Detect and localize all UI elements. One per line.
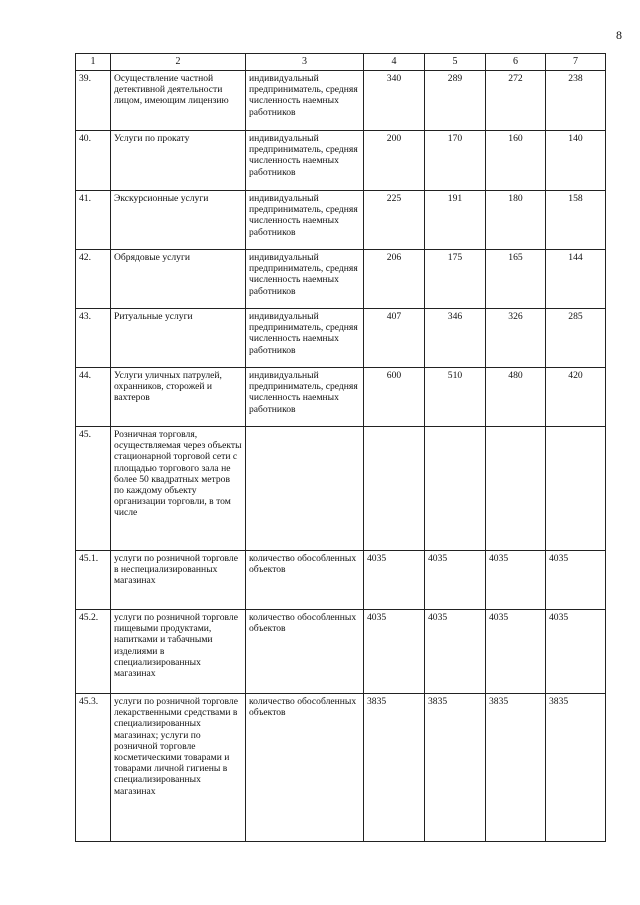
value-col-6 (486, 427, 546, 551)
value-col-7: 420 (546, 368, 606, 427)
service-name: Ритуальные услуги (111, 309, 246, 368)
value-col-5: 3835 (425, 694, 486, 842)
value-col-7: 140 (546, 131, 606, 191)
physical-indicator: индивидуальный предприниматель, средняя численность наемных работников (246, 191, 364, 250)
table-row (76, 71, 606, 131)
value-col-5 (425, 427, 486, 551)
physical-indicator: количество обособленных объектов (246, 551, 364, 610)
value-col-7: 3835 (546, 694, 606, 842)
value-col-7: 158 (546, 191, 606, 250)
value-col-6: 272 (486, 71, 546, 131)
value-col-4 (364, 427, 425, 551)
table-row (76, 610, 606, 694)
service-name: Экскурсионные услуги (111, 191, 246, 250)
col-header-6: 6 (486, 54, 546, 71)
service-name: услуги по розничной торговле пищевыми продуктами, напитками и табачными изделиями в специализированных магазинах (111, 610, 246, 694)
row-number: 42. (76, 250, 111, 309)
col-header-4: 4 (364, 54, 425, 71)
service-name: Розничная торговля, осуществляемая через объекты стационарной торговой сети с площадью торгового зала не более 50 квадратных метров по каждому объекту организации торговли, в том числе (111, 427, 246, 551)
value-col-6: 160 (486, 131, 546, 191)
value-col-6: 480 (486, 368, 546, 427)
service-name: Осуществление частной детективной деятельности лицом, имеющим лицензию (111, 71, 246, 131)
table-row (76, 551, 606, 610)
physical-indicator: количество обособленных объектов (246, 610, 364, 694)
page-number: 8 (616, 28, 622, 42)
table-row (76, 131, 606, 191)
service-name: Обрядовые услуги (111, 250, 246, 309)
col-header-7: 7 (546, 54, 606, 71)
row-number: 45.1. (76, 551, 111, 610)
value-col-6: 180 (486, 191, 546, 250)
value-col-5: 289 (425, 71, 486, 131)
service-name: услуги по розничной торговле лекарственными средствами в специализированных магазинах; услуги по розничной торговле косметическими товарами и товарами личной гигиены в специализированных магазинах (111, 694, 246, 842)
table-row (76, 191, 606, 250)
value-col-5: 346 (425, 309, 486, 368)
row-number: 40. (76, 131, 111, 191)
value-col-4: 600 (364, 368, 425, 427)
row-number: 41. (76, 191, 111, 250)
value-col-7 (546, 427, 606, 551)
tariff-table (75, 53, 606, 842)
table-row (76, 427, 606, 551)
value-col-4: 340 (364, 71, 425, 131)
value-col-4: 4035 (364, 610, 425, 694)
value-col-7: 144 (546, 250, 606, 309)
physical-indicator: индивидуальный предприниматель, средняя численность наемных работников (246, 131, 364, 191)
value-col-5: 510 (425, 368, 486, 427)
col-header-3: 3 (246, 54, 364, 71)
value-col-6: 165 (486, 250, 546, 309)
value-col-5: 191 (425, 191, 486, 250)
value-col-5: 175 (425, 250, 486, 309)
row-number: 43. (76, 309, 111, 368)
service-name: Услуги уличных патрулей, охранников, сторожей и вахтеров (111, 368, 246, 427)
value-col-7: 285 (546, 309, 606, 368)
value-col-4: 4035 (364, 551, 425, 610)
physical-indicator: индивидуальный предприниматель, средняя численность наемных работников (246, 368, 364, 427)
value-col-4: 200 (364, 131, 425, 191)
value-col-7: 4035 (546, 610, 606, 694)
physical-indicator: индивидуальный предприниматель, средняя численность наемных работников (246, 71, 364, 131)
row-number: 39. (76, 71, 111, 131)
physical-indicator: индивидуальный предприниматель, средняя численность наемных работников (246, 309, 364, 368)
value-col-4: 3835 (364, 694, 425, 842)
col-header-5: 5 (425, 54, 486, 71)
col-header-2: 2 (111, 54, 246, 71)
value-col-5: 4035 (425, 551, 486, 610)
table-row (76, 368, 606, 427)
physical-indicator: количество обособленных объектов (246, 694, 364, 842)
value-col-4: 206 (364, 250, 425, 309)
service-name: Услуги по прокату (111, 131, 246, 191)
value-col-6: 4035 (486, 610, 546, 694)
col-header-1: 1 (76, 54, 111, 71)
value-col-4: 225 (364, 191, 425, 250)
table-header-row (76, 54, 606, 71)
table-row (76, 694, 606, 842)
row-number: 45. (76, 427, 111, 551)
value-col-4: 407 (364, 309, 425, 368)
value-col-6: 4035 (486, 551, 546, 610)
physical-indicator (246, 427, 364, 551)
service-name: услуги по розничной торговле в неспециализированных магазинах (111, 551, 246, 610)
row-number: 45.2. (76, 610, 111, 694)
table-row (76, 309, 606, 368)
row-number: 45.3. (76, 694, 111, 842)
value-col-6: 326 (486, 309, 546, 368)
value-col-7: 238 (546, 71, 606, 131)
value-col-6: 3835 (486, 694, 546, 842)
value-col-5: 170 (425, 131, 486, 191)
physical-indicator: индивидуальный предприниматель, средняя численность наемных работников (246, 250, 364, 309)
value-col-7: 4035 (546, 551, 606, 610)
table-row (76, 250, 606, 309)
value-col-5: 4035 (425, 610, 486, 694)
row-number: 44. (76, 368, 111, 427)
